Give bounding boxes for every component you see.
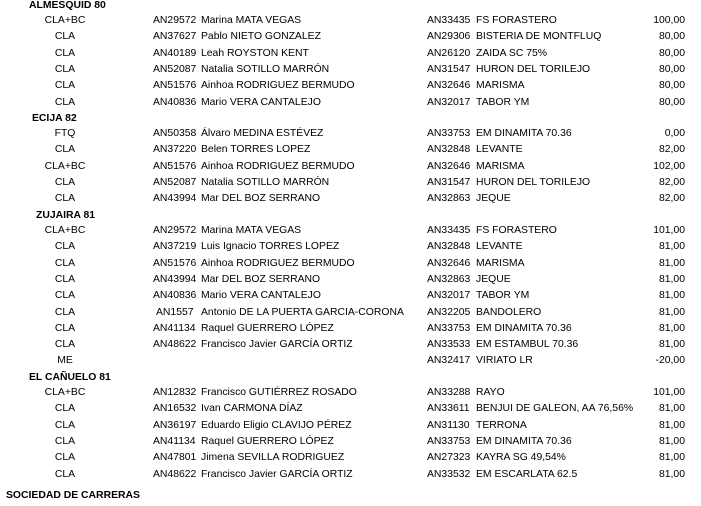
horse-id-cell: AN27323 bbox=[427, 452, 471, 464]
rider-license-cell: AN51576 bbox=[153, 160, 197, 172]
rider-name-cell: Ivan CARMONA DÍAZ bbox=[201, 403, 303, 415]
category-cell: CLA bbox=[54, 31, 76, 43]
footer-section-title: SOCIEDAD DE CARRERAS bbox=[6, 490, 140, 501]
horse-name-cell: ZAIDA SC 75% bbox=[476, 47, 548, 59]
horse-name-cell: LEVANTE bbox=[476, 241, 523, 253]
section-title: ALMESQUID 80 bbox=[29, 0, 106, 11]
rider-name-cell: Mar DEL BOZ SERRANO bbox=[201, 193, 321, 205]
points-cell: 102,00 bbox=[653, 160, 685, 172]
points-cell: 81,00 bbox=[658, 339, 685, 351]
horse-name-cell: JEQUE bbox=[476, 193, 511, 205]
result-row bbox=[0, 469, 701, 485]
horse-name-cell: HURON DEL TORILEJO bbox=[476, 176, 591, 188]
horse-id-cell: AN33611 bbox=[427, 403, 470, 415]
horse-name-cell: BANDOLERO bbox=[476, 306, 542, 318]
horse-name-cell: TABOR YM bbox=[476, 96, 530, 108]
points-cell: 81,00 bbox=[658, 290, 685, 302]
result-row bbox=[0, 31, 701, 47]
category-cell: CLA bbox=[54, 468, 76, 480]
category-cell: CLA bbox=[54, 403, 76, 415]
category-cell: CLA+BC bbox=[44, 160, 86, 172]
rider-name-cell: Francisco GUTIÉRREZ ROSADO bbox=[201, 387, 357, 398]
horse-name-cell: EM DINAMITA 70.36 bbox=[476, 322, 572, 334]
points-cell: 0,00 bbox=[664, 128, 685, 139]
horse-name-cell: MARISMA bbox=[476, 80, 525, 92]
category-cell: CLA+BC bbox=[44, 387, 86, 398]
rider-license-cell: AN16532 bbox=[153, 403, 197, 415]
horse-name-cell: TABOR YM bbox=[476, 290, 530, 302]
rider-name-cell: Jimena SEVILLA RODRIGUEZ bbox=[201, 452, 345, 464]
points-cell: 82,00 bbox=[658, 193, 685, 205]
horse-name-cell: LEVANTE bbox=[476, 144, 523, 156]
category-cell: CLA bbox=[54, 306, 76, 318]
rider-license-cell: AN41134 bbox=[153, 435, 196, 447]
points-cell: 101,00 bbox=[653, 225, 685, 236]
result-row bbox=[0, 97, 701, 113]
rider-name-cell: Raquel GUERRERO LÓPEZ bbox=[201, 435, 334, 447]
rider-license-cell: AN29572 bbox=[153, 225, 197, 236]
rider-name-cell: Eduardo Eligio CLAVIJO PÉREZ bbox=[201, 419, 352, 431]
rider-name-cell: Ainhoa RODRIGUEZ BERMUDO bbox=[201, 80, 355, 92]
rider-license-cell: AN47801 bbox=[153, 452, 197, 464]
rider-name-cell: Luis Ignacio TORRES LOPEZ bbox=[201, 241, 340, 253]
rider-name-cell: Natalia SOTILLO MARRÓN bbox=[201, 176, 330, 188]
horse-id-cell: AN33753 bbox=[427, 322, 471, 334]
result-row bbox=[0, 323, 701, 339]
rider-license-cell: AN48622 bbox=[153, 468, 197, 480]
horse-id-cell: AN32863 bbox=[427, 193, 471, 205]
rider-name-cell: Belen TORRES LOPEZ bbox=[201, 144, 311, 156]
points-cell: 81,00 bbox=[658, 241, 685, 253]
rider-license-cell: AN36197 bbox=[153, 419, 197, 431]
category-cell: CLA bbox=[54, 176, 76, 188]
result-row bbox=[0, 274, 701, 290]
rider-name-cell: Francisco Javier GARCÍA ORTIZ bbox=[201, 468, 353, 480]
rider-name-cell: Leah ROYSTON KENT bbox=[201, 47, 309, 59]
category-cell: CLA bbox=[54, 339, 76, 351]
rider-name-cell: Mario VERA CANTALEJO bbox=[201, 290, 321, 302]
result-row bbox=[0, 290, 701, 306]
rider-name-cell: Francisco Javier GARCÍA ORTIZ bbox=[201, 339, 353, 351]
rider-license-cell: AN52087 bbox=[153, 63, 197, 75]
rider-license-cell: AN48622 bbox=[153, 339, 197, 351]
points-cell: 81,00 bbox=[658, 419, 685, 431]
horse-id-cell: AN31547 bbox=[427, 63, 471, 75]
rider-name-cell: Marina MATA VEGAS bbox=[201, 225, 302, 236]
rider-license-cell: AN51576 bbox=[153, 257, 197, 269]
category-cell: CLA bbox=[54, 47, 76, 59]
horse-name-cell: JEQUE bbox=[476, 273, 511, 285]
horse-name-cell: VIRIATO LR bbox=[476, 355, 533, 367]
rider-name-cell: Ainhoa RODRIGUEZ BERMUDO bbox=[201, 160, 355, 172]
horse-id-cell: AN33435 bbox=[427, 15, 471, 26]
rider-license-cell: AN50358 bbox=[153, 128, 197, 139]
result-row bbox=[0, 15, 701, 31]
points-cell: 81,00 bbox=[658, 468, 685, 480]
horse-id-cell: AN33753 bbox=[427, 435, 471, 447]
rider-name-cell: Raquel GUERRERO LÓPEZ bbox=[201, 322, 334, 334]
result-row bbox=[0, 128, 701, 144]
result-row bbox=[0, 452, 701, 468]
points-cell: 81,00 bbox=[658, 306, 685, 318]
points-cell: 82,00 bbox=[658, 144, 685, 156]
category-cell: CLA bbox=[54, 273, 76, 285]
rider-license-cell: AN37627 bbox=[153, 31, 197, 43]
horse-name-cell: FS FORASTERO bbox=[476, 15, 557, 26]
horse-name-cell: BENJUI DE GALEON, AA 76,56% bbox=[476, 403, 634, 415]
points-cell: 80,00 bbox=[658, 31, 685, 43]
category-cell: CLA+BC bbox=[44, 15, 86, 26]
category-cell: CLA bbox=[54, 96, 76, 108]
category-cell: CLA bbox=[54, 452, 76, 464]
points-cell: -20,00 bbox=[655, 355, 685, 367]
category-cell: ME bbox=[57, 355, 73, 367]
points-cell: 81,00 bbox=[658, 435, 685, 447]
horse-id-cell: AN32017 bbox=[427, 290, 471, 302]
horse-id-cell: AN32646 bbox=[427, 160, 471, 172]
horse-name-cell: HURON DEL TORILEJO bbox=[476, 63, 591, 75]
horse-id-cell: AN32848 bbox=[427, 241, 471, 253]
rider-license-cell: AN43994 bbox=[153, 193, 197, 205]
category-cell: FTQ bbox=[54, 128, 76, 139]
section-title: ECIJA 82 bbox=[32, 113, 77, 124]
rider-name-cell: Mar DEL BOZ SERRANO bbox=[201, 273, 321, 285]
result-row bbox=[0, 144, 701, 160]
result-row bbox=[0, 258, 701, 274]
rider-name-cell: Ainhoa RODRIGUEZ BERMUDO bbox=[201, 257, 355, 269]
rider-name-cell: Natalia SOTILLO MARRÓN bbox=[201, 63, 330, 75]
result-row bbox=[0, 307, 701, 323]
category-cell: CLA bbox=[54, 144, 76, 156]
horse-id-cell: AN33533 bbox=[427, 339, 471, 351]
horse-name-cell: EM ESCARLATA 62.5 bbox=[476, 468, 578, 480]
category-cell: CLA bbox=[54, 241, 76, 253]
rider-license-cell: AN1557 bbox=[156, 306, 194, 318]
horse-id-cell: AN32863 bbox=[427, 273, 471, 285]
horse-id-cell: AN31130 bbox=[427, 419, 470, 431]
section-title: EL CAÑUELO 81 bbox=[29, 372, 111, 383]
category-cell: CLA bbox=[54, 80, 76, 92]
result-row bbox=[0, 436, 701, 452]
result-row bbox=[0, 48, 701, 64]
rider-name-cell: Antonio DE LA PUERTA GARCIA-CORONA bbox=[201, 306, 404, 318]
result-row bbox=[0, 177, 701, 193]
horse-name-cell: EM ESTAMBUL 70.36 bbox=[476, 339, 579, 351]
rider-license-cell: AN29572 bbox=[153, 15, 197, 26]
rider-license-cell: AN51576 bbox=[153, 80, 197, 92]
section-title: ZUJAIRA 81 bbox=[36, 210, 96, 221]
result-row bbox=[0, 241, 701, 257]
horse-id-cell: AN33288 bbox=[427, 387, 471, 398]
horse-id-cell: AN32646 bbox=[427, 257, 471, 269]
horse-id-cell: AN32646 bbox=[427, 80, 471, 92]
horse-id-cell: AN29306 bbox=[427, 31, 471, 43]
result-row bbox=[0, 387, 701, 403]
horse-name-cell: KAYRA SG 49,54% bbox=[476, 452, 566, 464]
result-row bbox=[0, 161, 701, 177]
horse-name-cell: TERRONA bbox=[476, 419, 527, 431]
category-cell: CLA bbox=[54, 63, 76, 75]
points-cell: 100,00 bbox=[653, 15, 685, 26]
rider-license-cell: AN37220 bbox=[153, 144, 197, 156]
horse-id-cell: AN32848 bbox=[427, 144, 471, 156]
points-cell: 81,00 bbox=[658, 452, 685, 464]
result-row bbox=[0, 420, 701, 436]
points-cell: 81,00 bbox=[658, 322, 685, 334]
horse-name-cell: FS FORASTERO bbox=[476, 225, 557, 236]
horse-name-cell: EM DINAMITA 70.36 bbox=[476, 435, 572, 447]
category-cell: CLA+BC bbox=[44, 225, 86, 236]
category-cell: CLA bbox=[54, 322, 76, 334]
rider-license-cell: AN40836 bbox=[153, 96, 197, 108]
horse-id-cell: AN33532 bbox=[427, 468, 471, 480]
horse-name-cell: RAYO bbox=[476, 387, 505, 398]
rider-license-cell: AN40189 bbox=[153, 47, 197, 59]
result-row bbox=[0, 64, 701, 80]
points-cell: 82,00 bbox=[658, 176, 685, 188]
points-cell: 80,00 bbox=[658, 96, 685, 108]
horse-name-cell: MARISMA bbox=[476, 160, 525, 172]
rider-name-cell: Álvaro MEDINA ESTÉVEZ bbox=[201, 128, 324, 139]
category-cell: CLA bbox=[54, 257, 76, 269]
points-cell: 101,00 bbox=[653, 387, 685, 398]
horse-id-cell: AN32017 bbox=[427, 96, 471, 108]
horse-id-cell: AN33753 bbox=[427, 128, 471, 139]
rider-license-cell: AN43994 bbox=[153, 273, 197, 285]
rider-license-cell: AN12832 bbox=[153, 387, 197, 398]
result-row bbox=[0, 193, 701, 209]
result-row bbox=[0, 403, 701, 419]
horse-name-cell: MARISMA bbox=[476, 257, 525, 269]
horse-id-cell: AN33435 bbox=[427, 225, 471, 236]
horse-id-cell: AN31547 bbox=[427, 176, 471, 188]
horse-id-cell: AN32417 bbox=[427, 355, 471, 367]
result-row bbox=[0, 80, 701, 96]
rider-license-cell: AN40836 bbox=[153, 290, 197, 302]
category-cell: CLA bbox=[54, 435, 76, 447]
result-row bbox=[0, 355, 701, 371]
horse-id-cell: AN32205 bbox=[427, 306, 471, 318]
result-row bbox=[0, 339, 701, 355]
rider-license-cell: AN52087 bbox=[153, 176, 197, 188]
horse-name-cell: EM DINAMITA 70.36 bbox=[476, 128, 572, 139]
points-cell: 81,00 bbox=[658, 273, 685, 285]
points-cell: 80,00 bbox=[658, 80, 685, 92]
points-cell: 80,00 bbox=[658, 63, 685, 75]
rider-license-cell: AN37219 bbox=[153, 241, 197, 253]
points-cell: 80,00 bbox=[658, 47, 685, 59]
horse-id-cell: AN26120 bbox=[427, 47, 471, 59]
rider-name-cell: Pablo NIETO GONZALEZ bbox=[201, 31, 321, 43]
rider-license-cell: AN41134 bbox=[153, 322, 196, 334]
result-row bbox=[0, 225, 701, 241]
points-cell: 81,00 bbox=[658, 257, 685, 269]
category-cell: CLA bbox=[54, 419, 76, 431]
horse-name-cell: BISTERIA DE MONTFLUQ bbox=[476, 31, 602, 43]
rider-name-cell: Marina MATA VEGAS bbox=[201, 15, 302, 26]
category-cell: CLA bbox=[54, 290, 76, 302]
rider-name-cell: Mario VERA CANTALEJO bbox=[201, 96, 321, 108]
category-cell: CLA bbox=[54, 193, 76, 205]
points-cell: 81,00 bbox=[658, 403, 685, 415]
